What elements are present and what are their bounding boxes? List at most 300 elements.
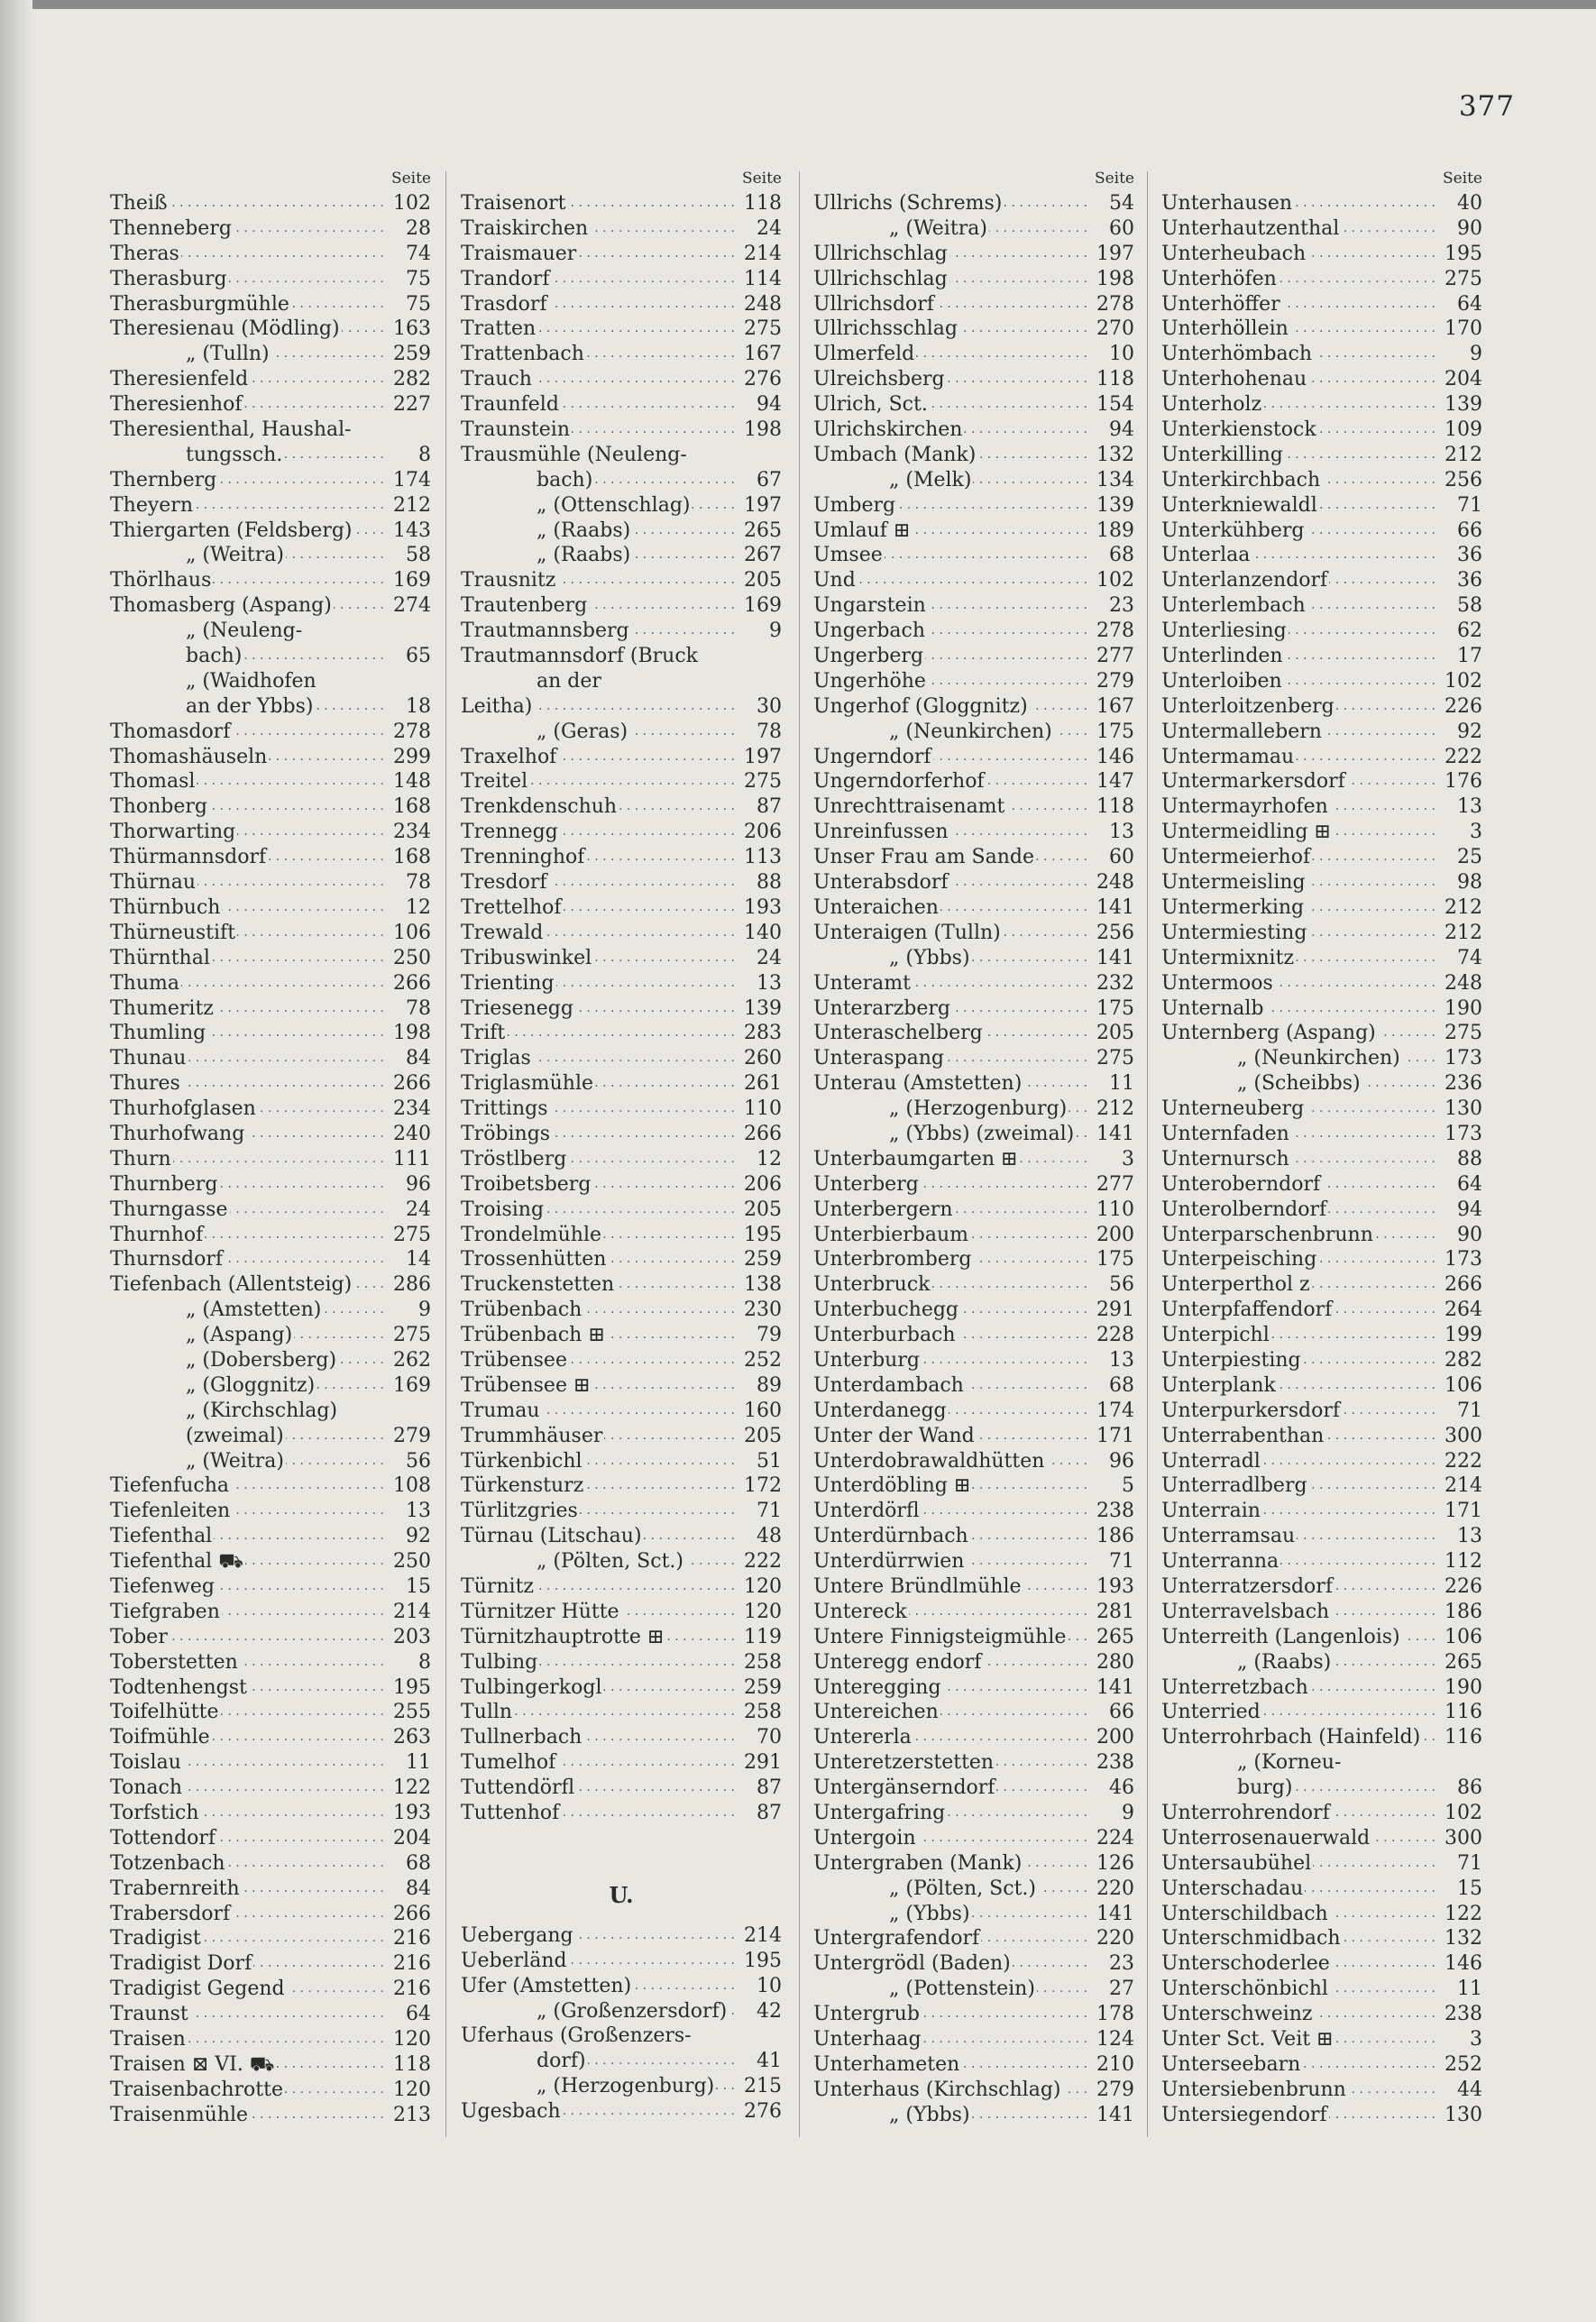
entry-page: 27 bbox=[1105, 1977, 1134, 2002]
index-entry bbox=[813, 2078, 1134, 2103]
index-entry bbox=[1161, 1097, 1482, 1122]
entry-name: Untere Finnigsteigmühle bbox=[813, 1625, 1067, 1648]
index-entry bbox=[110, 720, 431, 745]
entry-page: 64 bbox=[1454, 1172, 1482, 1198]
entry-name: Unterseebarn bbox=[1161, 2052, 1301, 2076]
index-entry bbox=[1161, 468, 1482, 493]
entry-name: Trauch bbox=[461, 368, 532, 391]
entry-name: Unterkniewaldl bbox=[1161, 493, 1317, 517]
index-entry bbox=[1161, 1046, 1482, 1071]
entry-name: Theras bbox=[110, 242, 179, 265]
index-entry bbox=[461, 1373, 782, 1399]
entry-page: 300 bbox=[1441, 1424, 1482, 1449]
entry-page: 70 bbox=[753, 1725, 782, 1750]
entry-name: Untersiebenbrunn bbox=[1161, 2078, 1346, 2101]
index-entry bbox=[813, 2027, 1134, 2052]
index-entry bbox=[1161, 418, 1482, 443]
entry-page: 94 bbox=[1105, 418, 1134, 443]
index-entry bbox=[1161, 2052, 1482, 2078]
entry-name: Tulbing bbox=[461, 1650, 538, 1674]
index-entry bbox=[813, 1373, 1134, 1399]
index-entry bbox=[461, 720, 782, 745]
entry-name: Unterkirchbach bbox=[1161, 468, 1321, 491]
entry-name: Ullrichsdorf bbox=[813, 292, 934, 316]
entry-page: 24 bbox=[753, 216, 782, 242]
entry-name: Tiefgraben bbox=[110, 1600, 220, 1623]
index-entry bbox=[461, 1223, 782, 1248]
section-letter: U. bbox=[609, 1881, 634, 1908]
entry-name: Unterpichl bbox=[1161, 1324, 1270, 1347]
entry-name: dorf) bbox=[461, 2049, 588, 2074]
entry-page: 10 bbox=[753, 1974, 782, 1999]
entry-name: Untere Bründlmühle bbox=[813, 1574, 1022, 1598]
index-entry bbox=[461, 1549, 782, 1574]
index-entry bbox=[813, 1122, 1134, 1147]
entry-page: 67 bbox=[753, 468, 782, 493]
index-entry bbox=[461, 1473, 782, 1499]
index-entry bbox=[110, 1298, 431, 1323]
entry-name: Toislau bbox=[110, 1751, 181, 1775]
entry-page: 94 bbox=[1454, 1198, 1482, 1223]
entry-name: Untermeidling ⊞ bbox=[1161, 821, 1331, 844]
entry-name: tungssch. bbox=[110, 443, 284, 468]
index-entry bbox=[110, 1021, 431, 1046]
entry-name: Unterpeisching bbox=[1161, 1248, 1317, 1271]
index-entry bbox=[461, 543, 782, 568]
entry-page: 250 bbox=[390, 946, 431, 971]
index-entry bbox=[461, 1750, 782, 1776]
entry-page: 213 bbox=[390, 2103, 431, 2128]
index-entry bbox=[813, 342, 1134, 367]
index-entry bbox=[110, 1625, 431, 1650]
entry-name: Trübensee ⊞ bbox=[461, 1373, 591, 1397]
index-entry bbox=[813, 1524, 1134, 1549]
entry-page: 71 bbox=[1454, 1399, 1482, 1424]
entry-page: 118 bbox=[1093, 367, 1134, 392]
entry-page: 8 bbox=[415, 1650, 431, 1675]
index-entry bbox=[1161, 644, 1482, 669]
entry-name: Trautmannsberg bbox=[461, 620, 629, 643]
entry-name: „ (Pottenstein) bbox=[813, 1977, 1037, 2002]
entry-name: Unterpiesting bbox=[1161, 1348, 1301, 1372]
entry-page: 90 bbox=[1454, 1223, 1482, 1248]
entry-name: Unter der Wand bbox=[813, 1424, 975, 1447]
entry-name: Unterliesing bbox=[1161, 620, 1287, 643]
entry-name: Untermeierhof bbox=[1161, 846, 1311, 869]
entry-name: „ (Großenzersdorf) bbox=[461, 1999, 729, 2024]
entry-name: Thurnsdorf bbox=[110, 1248, 223, 1271]
index-entry bbox=[110, 1071, 431, 1097]
entry-name: Unterschönbichl bbox=[1161, 1978, 1328, 2001]
entry-name: Thomashäuseln bbox=[110, 745, 268, 768]
entry-name: Unser Frau am Sande bbox=[813, 846, 1035, 869]
entry-name: Toifelhütte bbox=[110, 1701, 219, 1724]
entry-page: 36 bbox=[1454, 568, 1482, 593]
entry-name: Türlitzgries bbox=[461, 1500, 578, 1523]
index-entry bbox=[110, 1600, 431, 1625]
entry-page: 120 bbox=[740, 1600, 782, 1625]
entry-page: 227 bbox=[390, 392, 431, 418]
entry-page: 167 bbox=[740, 342, 782, 367]
index-entry bbox=[461, 191, 782, 216]
entry-name: Untermeisling bbox=[1161, 871, 1306, 895]
entry-page: 205 bbox=[740, 568, 782, 593]
index-entry bbox=[1161, 694, 1482, 720]
entry-page: 238 bbox=[1093, 1750, 1134, 1776]
entry-name: Trettelhof bbox=[461, 895, 562, 919]
entry-name: Unternalb bbox=[1161, 996, 1264, 1020]
entry-name: Ullrichschlag bbox=[813, 267, 948, 290]
entry-page: 212 bbox=[1441, 895, 1482, 921]
entry-name: Trift bbox=[461, 1022, 506, 1045]
index-entry bbox=[461, 443, 782, 468]
entry-page: 9 bbox=[766, 619, 782, 644]
entry-name: Traisenbachrotte bbox=[110, 2078, 283, 2101]
index-entry bbox=[813, 619, 1134, 644]
entry-name: Unterkilling bbox=[1161, 443, 1283, 466]
entry-name: Thures bbox=[110, 1072, 180, 1096]
entry-page: 212 bbox=[1093, 1097, 1134, 1122]
entry-name: Untergrafendorf bbox=[813, 1927, 980, 1950]
index-entry bbox=[813, 1625, 1134, 1650]
entry-name: Trabersdorf bbox=[110, 1902, 231, 1925]
index-entry bbox=[461, 1298, 782, 1323]
index-entry bbox=[1161, 519, 1482, 544]
entry-page: 214 bbox=[740, 242, 782, 267]
index-entry bbox=[461, 1974, 782, 1999]
entry-name: „ (Kirchschlag) bbox=[110, 1399, 339, 1424]
entry-name: Tober bbox=[110, 1625, 168, 1648]
entry-page: 199 bbox=[1441, 1323, 1482, 1348]
entry-name: Ullrichsschlag bbox=[813, 317, 958, 341]
index-entry bbox=[110, 418, 431, 443]
index-column-2 bbox=[461, 166, 782, 2125]
index-entry bbox=[461, 895, 782, 921]
index-entry bbox=[110, 543, 431, 568]
entry-name: Troising bbox=[461, 1198, 545, 1221]
entry-page: 286 bbox=[390, 1272, 431, 1298]
index-entry bbox=[1161, 342, 1482, 367]
entry-name: Ulreichsberg bbox=[813, 368, 945, 391]
entry-name: Uebergang bbox=[461, 1923, 573, 1947]
index-entry bbox=[110, 216, 431, 242]
entry-name: „ (Herzogenburg) bbox=[813, 1097, 1069, 1122]
index-entry bbox=[461, 1650, 782, 1675]
index-entry bbox=[813, 1473, 1134, 1499]
entry-page: 262 bbox=[390, 1348, 431, 1373]
entry-name: Totzenbach bbox=[110, 1851, 225, 1875]
entry-page: 195 bbox=[740, 1949, 782, 1974]
index-entry bbox=[110, 996, 431, 1022]
entry-name: „ (Tulln) bbox=[110, 342, 271, 367]
entry-name: Trummhäuser bbox=[461, 1424, 603, 1447]
entry-page: 118 bbox=[740, 191, 782, 216]
index-entry bbox=[461, 1323, 782, 1348]
entry-page: 112 bbox=[1441, 1549, 1482, 1574]
seite-header: Seite bbox=[741, 170, 782, 188]
entry-page: 276 bbox=[740, 367, 782, 392]
entry-name: Untermoos bbox=[1161, 971, 1273, 995]
entry-name: Tiefenweg bbox=[110, 1574, 215, 1598]
entry-name: Türnitzer Hütte bbox=[461, 1600, 619, 1623]
entry-page: 56 bbox=[402, 1449, 431, 1474]
entry-name: Traunstein bbox=[461, 418, 570, 442]
entry-page: 167 bbox=[1093, 694, 1134, 720]
index-entry bbox=[110, 1223, 431, 1248]
entry-name: Unterschoderlee bbox=[1161, 1952, 1330, 1976]
index-entry bbox=[1161, 2027, 1482, 2052]
index-entry bbox=[110, 845, 431, 870]
entry-page: 266 bbox=[740, 1122, 782, 1147]
index-entry bbox=[813, 1499, 1134, 1524]
index-entry bbox=[461, 267, 782, 292]
entry-page: 24 bbox=[402, 1198, 431, 1223]
entry-page: 280 bbox=[1093, 1650, 1134, 1675]
entry-name: Unterlembach bbox=[1161, 594, 1306, 618]
index-entry bbox=[461, 1172, 782, 1198]
entry-name: Trittings bbox=[461, 1097, 548, 1121]
entry-name: Untermerking bbox=[1161, 895, 1305, 919]
entry-name: Thenneberg bbox=[110, 216, 232, 240]
entry-page: 154 bbox=[1093, 392, 1134, 418]
index-entry bbox=[1161, 769, 1482, 794]
index-entry bbox=[1161, 2002, 1482, 2027]
index-entry bbox=[461, 519, 782, 544]
entry-name: Thörlhaus bbox=[110, 569, 212, 592]
index-entry bbox=[461, 2099, 782, 2125]
index-entry bbox=[1161, 1549, 1482, 1574]
entry-page: 71 bbox=[1105, 1549, 1134, 1574]
index-entry bbox=[1161, 745, 1482, 770]
index-entry bbox=[1161, 267, 1482, 292]
entry-page: 71 bbox=[1454, 493, 1482, 519]
entry-page: 277 bbox=[1093, 1172, 1134, 1198]
entry-name: Ungerhöhe bbox=[813, 669, 926, 693]
entry-page: 3 bbox=[1118, 1147, 1134, 1172]
entry-name: Unterhohenau bbox=[1161, 368, 1307, 391]
entry-page: 13 bbox=[1454, 1524, 1482, 1549]
entry-page: 205 bbox=[740, 1198, 782, 1223]
index-entry bbox=[110, 1399, 431, 1424]
entry-name: Tradigist Gegend bbox=[110, 1978, 285, 2001]
entry-name: Türnitz bbox=[461, 1574, 534, 1598]
entry-page: 60 bbox=[1105, 216, 1134, 242]
entry-page: 275 bbox=[1441, 1021, 1482, 1046]
entry-page: 116 bbox=[1441, 1700, 1482, 1725]
entry-name: Unternursch bbox=[1161, 1147, 1289, 1170]
index-entry bbox=[110, 1046, 431, 1071]
entry-page: 84 bbox=[402, 1046, 431, 1071]
index-entry bbox=[813, 1776, 1134, 1801]
entry-page: 260 bbox=[740, 1046, 782, 1071]
index-entry bbox=[110, 794, 431, 820]
index-entry bbox=[110, 1473, 431, 1499]
entry-page: 222 bbox=[1441, 745, 1482, 770]
entry-page: 169 bbox=[390, 568, 431, 593]
index-entry bbox=[1161, 367, 1482, 392]
entry-page: 84 bbox=[402, 1877, 431, 1902]
entry-page: 88 bbox=[753, 870, 782, 895]
entry-name: Unteraigen (Tulln) bbox=[813, 921, 1001, 944]
index-entry bbox=[110, 593, 431, 619]
entry-page: 265 bbox=[1441, 1650, 1482, 1675]
entry-name: Unterarzberg bbox=[813, 996, 951, 1020]
index-entry bbox=[110, 1977, 431, 2002]
index-entry bbox=[813, 1449, 1134, 1474]
entry-page: 175 bbox=[1093, 996, 1134, 1022]
entry-name: Ungerberg bbox=[813, 645, 924, 668]
entry-page: 87 bbox=[753, 1776, 782, 1801]
index-entry bbox=[110, 1826, 431, 1851]
entry-page: 146 bbox=[1093, 745, 1134, 770]
index-entry bbox=[1161, 895, 1482, 921]
index-entry bbox=[813, 1272, 1134, 1298]
index-entry bbox=[813, 1977, 1134, 2002]
entry-page: 106 bbox=[390, 921, 431, 946]
entry-page: 200 bbox=[1093, 1725, 1134, 1750]
entry-page: 89 bbox=[753, 1373, 782, 1399]
entry-page: 40 bbox=[1454, 191, 1482, 216]
entry-name: Unterschmidbach bbox=[1161, 1927, 1341, 1950]
entry-name: Tonach bbox=[110, 1776, 182, 1800]
entry-name: Trenninghof bbox=[461, 846, 585, 869]
entry-page: 141 bbox=[1093, 946, 1134, 971]
entry-name: „ (Raabs) bbox=[461, 519, 632, 544]
entry-page: 228 bbox=[1093, 1323, 1134, 1348]
entry-page: 291 bbox=[1093, 1298, 1134, 1323]
entry-name: Türkensturz bbox=[461, 1474, 584, 1498]
entry-page: 214 bbox=[740, 1923, 782, 1949]
index-entry bbox=[110, 870, 431, 895]
entry-page: 282 bbox=[1441, 1348, 1482, 1373]
entry-name: Tulln bbox=[461, 1701, 513, 1724]
entry-name: „ (Ybbs) bbox=[813, 1902, 972, 1927]
index-entry bbox=[813, 317, 1134, 342]
entry-name: „ (Geras) bbox=[461, 720, 629, 745]
entry-page: 141 bbox=[1093, 1675, 1134, 1701]
index-entry bbox=[813, 443, 1134, 468]
entry-page: 186 bbox=[1441, 1600, 1482, 1625]
index-entry bbox=[1161, 1399, 1482, 1424]
index-entry bbox=[110, 1801, 431, 1826]
index-entry bbox=[110, 443, 431, 468]
entry-page: 212 bbox=[1441, 443, 1482, 468]
index-entry bbox=[461, 392, 782, 418]
index-entry bbox=[813, 267, 1134, 292]
entry-name: „ (Raabs) bbox=[461, 543, 632, 568]
entry-name: bach) bbox=[461, 468, 594, 493]
entry-page: 141 bbox=[1093, 1122, 1134, 1147]
entry-name: Unterrohrbach (Hainfeld) bbox=[1161, 1726, 1421, 1749]
index-entry bbox=[813, 1902, 1134, 1927]
entry-name: Tribuswinkel bbox=[461, 946, 592, 969]
index-entry bbox=[1161, 216, 1482, 242]
entry-page: 226 bbox=[1441, 694, 1482, 720]
entry-name: Tiefenfucha bbox=[110, 1474, 229, 1498]
entry-name: „ (Scheibbs) bbox=[1161, 1071, 1362, 1097]
index-entry bbox=[461, 1272, 782, 1298]
index-entry bbox=[813, 895, 1134, 921]
entry-page: 234 bbox=[390, 820, 431, 845]
entry-name: Untermixnitz bbox=[1161, 946, 1295, 969]
entry-page: 110 bbox=[740, 1097, 782, 1122]
entry-name: „ (Neuleng- bbox=[110, 619, 304, 644]
entry-page: 259 bbox=[740, 1675, 782, 1701]
entry-page: 172 bbox=[740, 1473, 782, 1499]
entry-name: Triglas bbox=[461, 1047, 531, 1070]
index-entry bbox=[110, 1524, 431, 1549]
entry-page: 3 bbox=[1466, 820, 1482, 845]
entry-name: Trasdorf bbox=[461, 292, 547, 316]
entry-page: 224 bbox=[1093, 1826, 1134, 1851]
entry-page: 9 bbox=[415, 1298, 431, 1323]
entry-name: Unternberg (Aspang) bbox=[1161, 1022, 1376, 1045]
entry-page: 275 bbox=[740, 317, 782, 342]
entry-page: 46 bbox=[1105, 1776, 1134, 1801]
index-entry bbox=[1161, 971, 1482, 996]
entry-page: 13 bbox=[753, 971, 782, 996]
entry-page: 193 bbox=[390, 1801, 431, 1826]
index-entry bbox=[110, 1198, 431, 1223]
index-entry bbox=[1161, 1172, 1482, 1198]
index-entry bbox=[110, 1926, 431, 1951]
index-entry bbox=[813, 1600, 1134, 1625]
entry-page: 12 bbox=[753, 1147, 782, 1172]
index-entry bbox=[461, 1399, 782, 1424]
entry-page: 222 bbox=[740, 1549, 782, 1574]
entry-page: 261 bbox=[740, 1071, 782, 1097]
entry-page: 195 bbox=[740, 1223, 782, 1248]
index-entry bbox=[110, 1902, 431, 1927]
entry-page: 87 bbox=[753, 1801, 782, 1826]
entry-name: Untermarkersdorf bbox=[1161, 770, 1345, 794]
index-entry bbox=[461, 769, 782, 794]
index-entry bbox=[1161, 1826, 1482, 1851]
index-column-3 bbox=[813, 166, 1134, 2128]
entry-page: 42 bbox=[753, 1999, 782, 2024]
entry-page: 238 bbox=[1441, 2002, 1482, 2027]
entry-name: Tullnerbach bbox=[461, 1726, 582, 1749]
index-entry bbox=[1161, 1323, 1482, 1348]
entry-name: Ufer (Amstetten) bbox=[461, 1974, 632, 1997]
entry-name: Thomasdorf bbox=[110, 720, 231, 743]
index-entry bbox=[1161, 1223, 1482, 1248]
entry-page: 148 bbox=[390, 769, 431, 794]
index-entry bbox=[1161, 1700, 1482, 1725]
index-entry bbox=[813, 1147, 1134, 1172]
index-entry bbox=[461, 468, 782, 493]
entry-name: Und bbox=[813, 569, 856, 592]
entry-name: Tradigist bbox=[110, 1927, 201, 1950]
entry-page: 78 bbox=[753, 720, 782, 745]
entry-name: „ (Melk) bbox=[813, 468, 973, 493]
entry-page: 299 bbox=[390, 745, 431, 770]
index-entry bbox=[813, 2002, 1134, 2027]
entry-page: 206 bbox=[740, 1172, 782, 1198]
entry-name: „ (Pölten, Sct.) bbox=[813, 1877, 1038, 1902]
entry-page: 256 bbox=[1093, 921, 1134, 946]
index-entry bbox=[110, 2002, 431, 2027]
entry-name: „ (Waidhofen bbox=[110, 669, 318, 694]
entry-name: Ungerhof (Gloggnitz) bbox=[813, 694, 1028, 718]
index-entry bbox=[813, 418, 1134, 443]
index-entry bbox=[461, 1499, 782, 1524]
entry-page: 44 bbox=[1454, 2078, 1482, 2103]
entry-page: 88 bbox=[1454, 1147, 1482, 1172]
entry-name: Untergafring bbox=[813, 1802, 946, 1824]
entry-name: Tulbingerkogl bbox=[461, 1675, 602, 1699]
entry-page: 212 bbox=[390, 493, 431, 519]
